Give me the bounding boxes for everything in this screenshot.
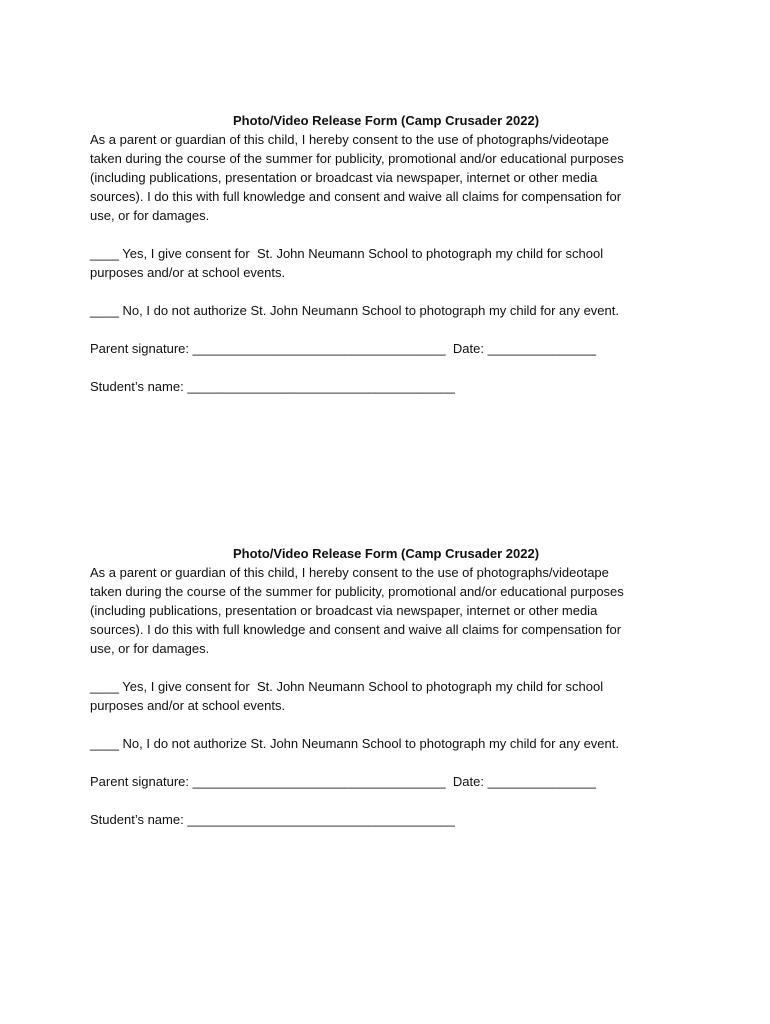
yes-consent-line: ____ Yes, I give consent for St. John Neumann School to photograph my child for school <box>90 679 604 694</box>
parent-signature-field[interactable]: Parent signature: ___________________________________ Date: _______________ <box>90 774 597 789</box>
consent-paragraph <box>90 130 690 225</box>
consent-line: sources). I do this with full knowledge and consent and waive all claims for compensation for <box>90 189 622 204</box>
consent-paragraph <box>90 563 690 658</box>
yes-consent-line: purposes and/or at school events. <box>90 698 286 713</box>
consent-line: As a parent or guardian of this child, I hereby consent to the use of photographs/videotape <box>90 132 609 147</box>
parent-signature-field[interactable]: Parent signature: ___________________________________ Date: _______________ <box>90 341 597 356</box>
consent-line: use, or for damages. <box>90 208 210 223</box>
no-consent-option[interactable]: ____ No, I do not authorize St. John Neumann School to photograph my child for any event. <box>90 303 619 318</box>
yes-consent-line: ____ Yes, I give consent for St. John Neumann School to photograph my child for school <box>90 246 604 261</box>
yes-consent-option[interactable] <box>90 244 690 282</box>
release-form-top <box>90 111 690 396</box>
consent-line: taken during the course of the summer for publicity, promotional and/or educational purposes <box>90 151 624 166</box>
consent-line: As a parent or guardian of this child, I hereby consent to the use of photographs/videotape <box>90 565 609 580</box>
consent-line: sources). I do this with full knowledge and consent and waive all claims for compensation for <box>90 622 622 637</box>
form-title: Photo/Video Release Form (Camp Crusader 2022) <box>232 546 540 561</box>
consent-line: use, or for damages. <box>90 641 210 656</box>
consent-line: (including publications, presentation or broadcast via newspaper, internet or other media <box>90 603 598 618</box>
consent-line: taken during the course of the summer for publicity, promotional and/or educational purposes <box>90 584 624 599</box>
student-name-field[interactable]: Student’s name: _____________________________________ <box>90 812 455 827</box>
yes-consent-option[interactable] <box>90 677 690 715</box>
student-name-field[interactable]: Student’s name: _____________________________________ <box>90 379 455 394</box>
form-title: Photo/Video Release Form (Camp Crusader 2022) <box>232 113 540 128</box>
release-form-bottom <box>90 544 690 829</box>
yes-consent-line: purposes and/or at school events. <box>90 265 286 280</box>
no-consent-option[interactable]: ____ No, I do not authorize St. John Neumann School to photograph my child for any event. <box>90 736 619 751</box>
consent-line: (including publications, presentation or broadcast via newspaper, internet or other media <box>90 170 598 185</box>
